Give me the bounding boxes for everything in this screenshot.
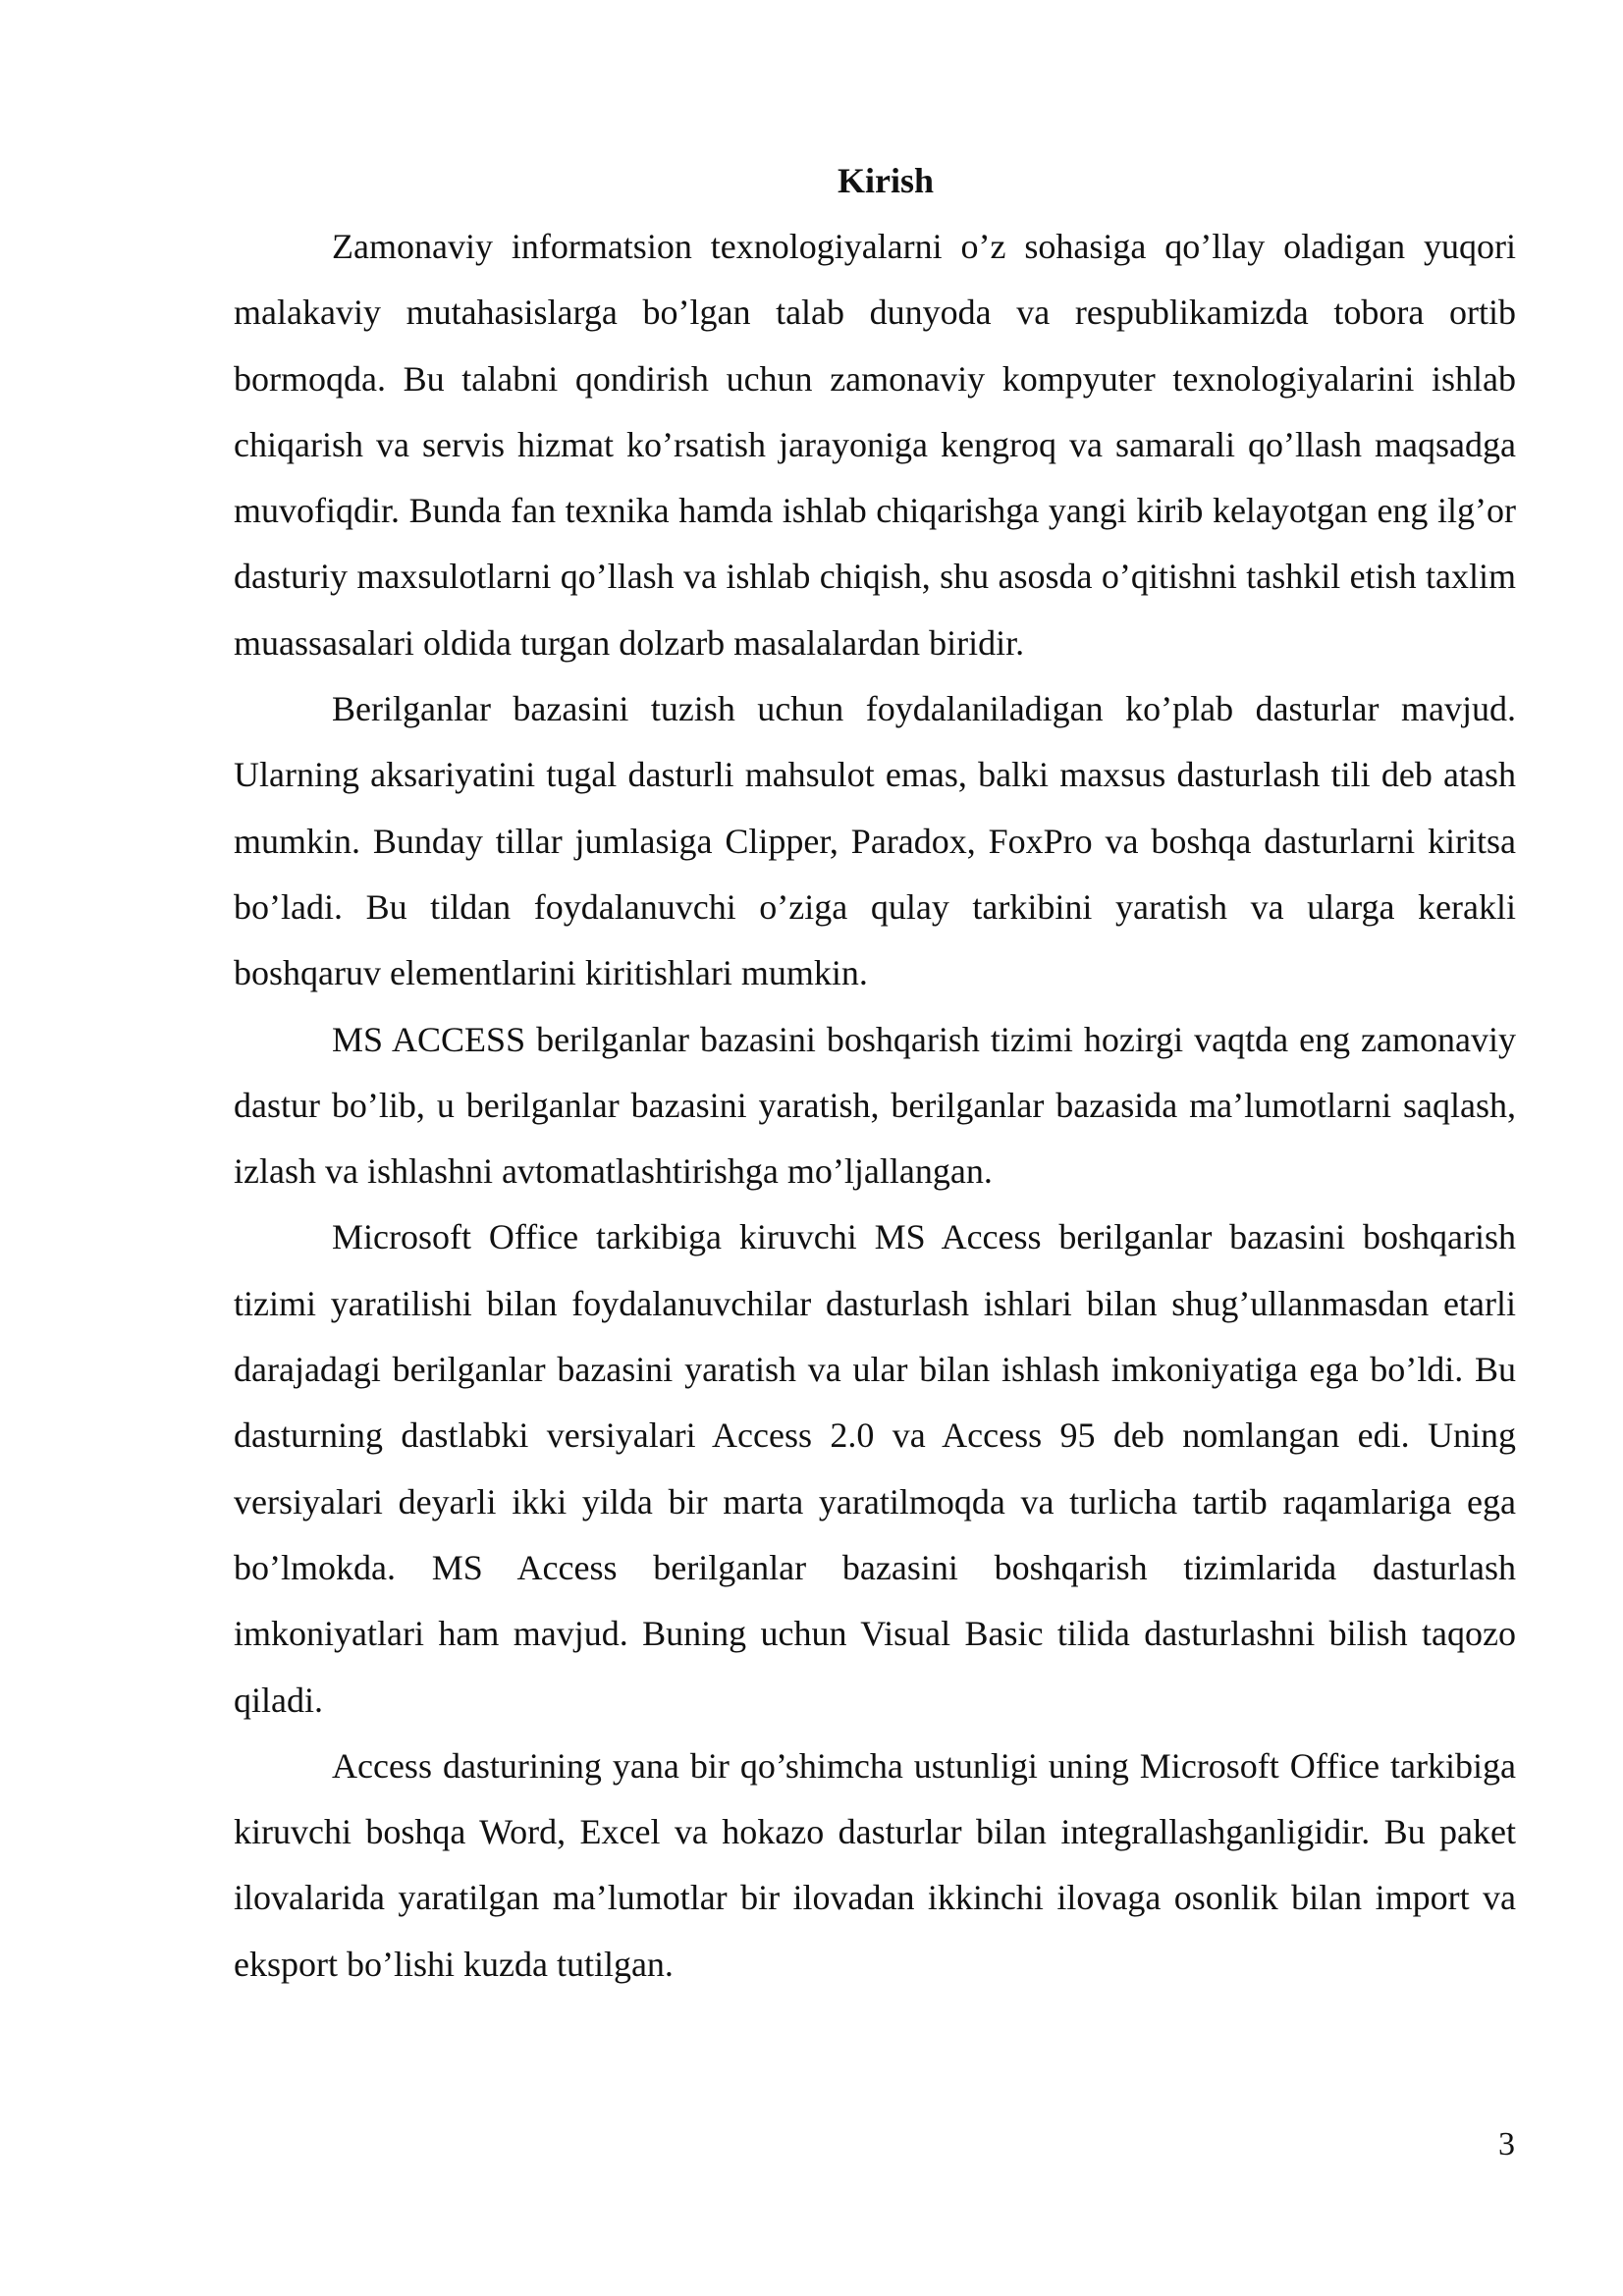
paragraph-database-tools: Berilganlar bazasini tuzish uchun foydalaniladigan ko’plab dasturlar mavjud. Ularning aksariyatini tugal dasturli mahsulot emas, balki maxsus dasturlash tili deb atash mumkin. Bunday tillar jumlasiga Clipper, Paradox, FoxPro va boshqa dasturlarni kiritsa bo’ladi. Bu tildan foydalanuvchi o’ziga qulay tarkibini yaratish va ularga kerakli boshqaruv elementlarini kiritishlari mumkin. <box>234 689 1516 993</box>
paragraph-ms-access-overview: MS ACCESS berilganlar bazasini boshqarish tizimi hozirgi vaqtda eng zamonaviy dastur bo’lib, u berilganlar bazasini yaratish, berilganlar bazasida ma’lumotlarni saqlash, izlash va ishlashni avtomatlashtirishga mo’ljallangan. <box>234 1019 1516 1192</box>
paragraph-ms-access-history: Microsoft Office tarkibiga kiruvchi MS Access berilganlar bazasini boshqarish tizimi yaratilishi bilan foydalanuvchilar dasturlash ishlari bilan shug’ullanmasdan etarli darajadagi berilganlar bazasini yaratish va ular bilan ishlash imkoniyatiga ega bo’ldi. Bu dasturning dastlabki versiyalari Access 2.0 va Access 95 deb nomlangan edi. Uning versiyalari deyarli ikki yilda bir marta yaratilmoqda va turlicha tartib raqamlariga ega bo’lmokda. MS Access berilganlar bazasini boshqarish tizimlarida dasturlash imkoniyatlari ham mavjud. Buning uchun Visual Basic tilida dasturlashni bilish taqozo qiladi. <box>234 1217 1516 1720</box>
document-body <box>234 147 1516 1998</box>
page-number: 3 <box>1498 2126 1515 2163</box>
paragraph-access-integration: Access dasturining yana bir qo’shimcha ustunligi uning Microsoft Office tarkibiga kiruvchi boshqa Word, Excel va hokazo dasturlar bilan integrallashganligidir. Bu paket ilovalarida yaratilgan ma’lumotlar bir ilovadan ikkinchi ilovaga osonlik bilan import va eksport bo’lishi kuzda tutilgan. <box>234 1745 1516 1984</box>
page-title: Kirish <box>837 161 934 200</box>
paragraph-introduction: Zamonaviy informatsion texnologiyalarni o’z sohasiga qo’llay oladigan yuqori malakaviy mutahasislarga bo’lgan talab dunyoda va respublikamizda tobora ortib bormoqda. Bu talabni qondirish uchun zamonaviy kompyuter texnologiyalarini ishlab chiqarish va servis hizmat ko’rsatish jarayoniga kengroq va samarali qo’llash maqsadga muvofiqdir. Bunda fan texnika hamda ishlab chiqarishga yangi kirib kelayotgan eng ilg’or dasturiy maxsulotlarni qo’llash va ishlab chiqish, shu asosda o’qitishni tashkil etish taxlim muassasalari oldida turgan dolzarb masalalardan biridir. <box>234 227 1516 663</box>
